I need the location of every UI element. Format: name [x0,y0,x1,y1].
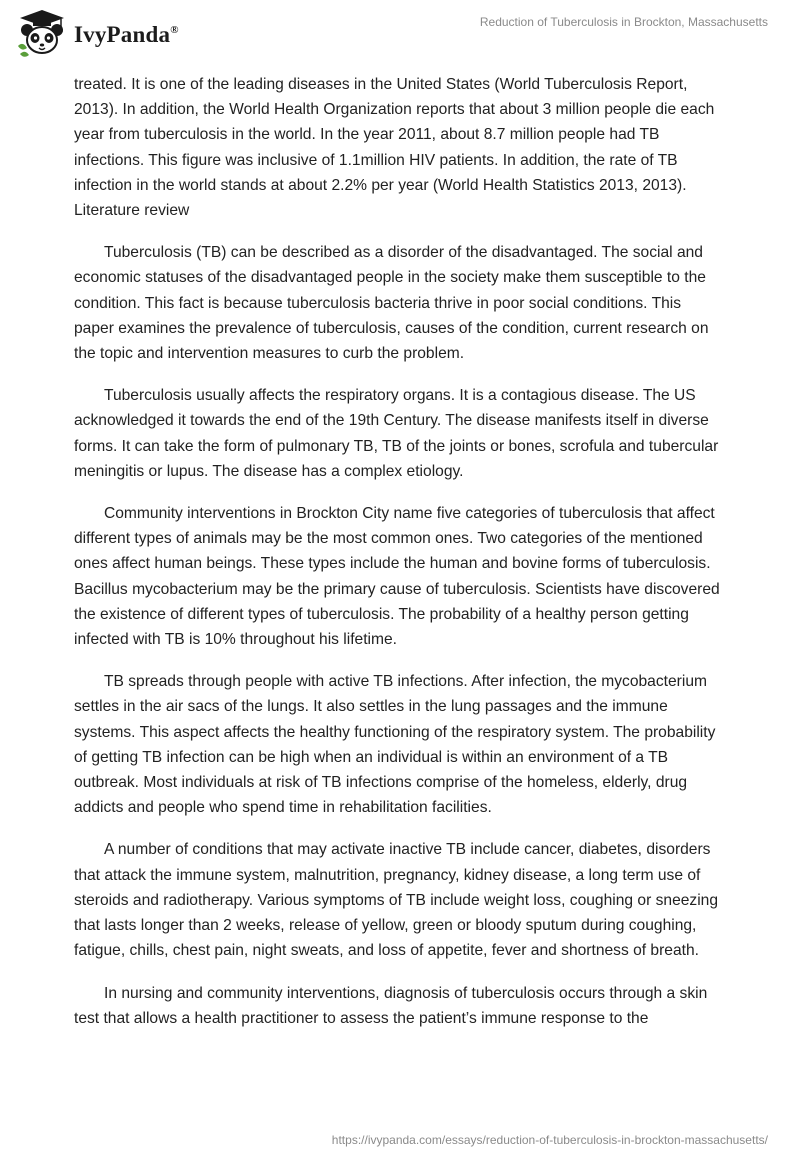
paragraph: treated. It is one of the leading diseases in the United States (World Tuberculosis Report, 2013). In addition, the World Health Organization reports that about 3 million people die each year from tuberculosis in the world. In the year 2011, about 8.7 million people had TB infections. This figure was inclusive of 1.1million HIV patients. In addition, the rate of TB infection in the world stands at about 2.2% per year (World Health Statistics 2013, 2013). Literature review [74,76,715,220]
panda-graduate-icon [14,8,70,60]
paragraph: In nursing and community interventions, diagnosis of tuberculosis occurs through a skin test that allows a health practitioner to assess the patient’s immune response to the [74,984,708,1027]
paragraph: Community interventions in Brockton City name five categories of tuberculosis that affect different types of animals may be the most common ones. Two categories of the mentioned ones affect human beings. These types include the human and bovine forms of tuberculosis. Bacillus mycobacterium may be the primary cause of tuberculosis. Scientists have discovered the existence of different types of tuberculosis. The probability of a healthy person getting infected with TB is 10% throughout his lifetime. [74,505,720,649]
paragraph: TB spreads through people with active TB infections. After infection, the mycobacterium settles in the air sacs of the lungs. It also settles in the lung passages and the immune systems. This aspect affects the healthy functioning of the respiratory system. The probability of getting TB infection can be high when an individual is within an environment of a TB outbreak. Most individuals at risk of TB infections comprise of the homeless, elderly, drug addicts and people who spend time in rehabilitation facilities. [74,673,716,817]
paragraph: A number of conditions that may activate inactive TB include cancer, diabetes, disorders that attack the immune system, malnutrition, pregnancy, kidney disease, a long term use of steroids and radiotherapy. Various symptoms of TB include weight loss, coughing or sneezing that lasts longer than 2 weeks, release of yellow, green or bloody sputum during coughing, fatigue, chills, chest pain, night sweats, and loss of appetite, fever and shortness of breath. [74,841,719,960]
essay-body [74,72,724,1048]
page-header [0,0,800,66]
paragraph: Tuberculosis usually affects the respiratory organs. It is a contagious disease. The US acknowledged it towards the end of the 19th Century. The disease manifests itself in diverse forms. It can take the form of pulmonary TB, TB of the joints or bones, scrofula and tubercular meningitis or lupus. The disease has a complex etiology. [74,387,719,480]
ivypanda-logo[interactable] [14,8,179,60]
running-title: Reduction of Tuberculosis in Brockton, Massachusetts [479,15,768,29]
logo-wordmark: IvyPanda® [74,22,179,47]
paragraph: Tuberculosis (TB) can be described as a disorder of the disadvantaged. The social and economic statuses of the disadvantaged people in the society make them susceptible to the condition. This fact is because tuberculosis bacteria thrive in poor social conditions. This paper examines the prevalence of tuberculosis, causes of the condition, current research on the topic and intervention measures to curb the problem. [74,244,709,363]
source-url: https://ivypanda.com/essays/reduction-of-tuberculosis-in-brockton-massachusetts/ [331,1133,768,1147]
